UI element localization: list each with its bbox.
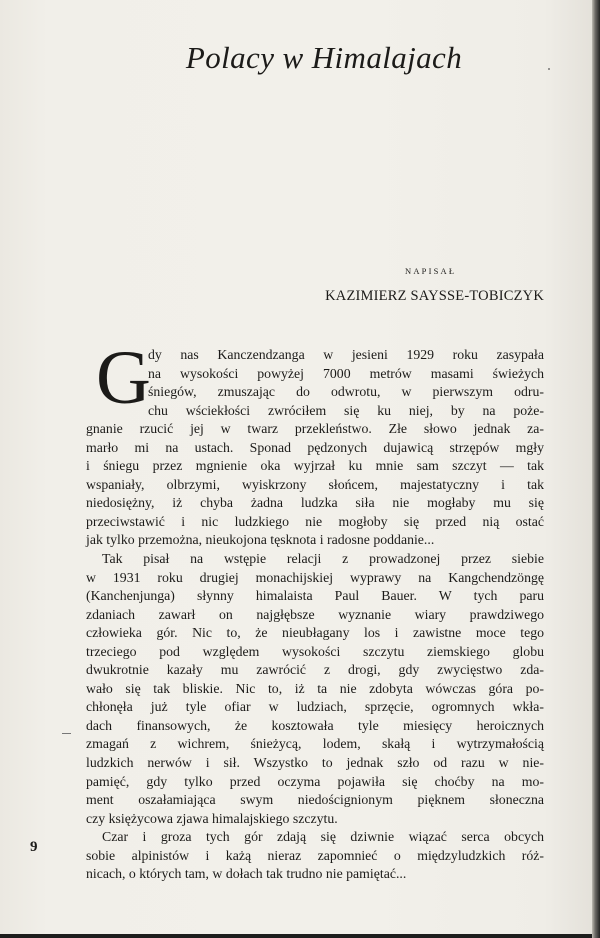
text-line: dach finansowych, że kosztowała tyle miesięcy heroicznych: [86, 717, 544, 733]
text-line: zdaniach zawarł on najgłębsze wyznanie wiary prawdziwego: [86, 606, 544, 622]
page-number: 9: [30, 839, 38, 855]
text-line: niedosiężny, iż chyba żadna ludzka siła nie mogłaby mu się: [86, 495, 544, 511]
text-line: ment oszałamiająca swym niedoścignionym pięknem słoneczna: [86, 792, 544, 808]
paper-speck: [548, 68, 550, 70]
text-line: (Kanchenjunga) słynny himalaista Paul Bauer. W tych paru: [86, 588, 544, 604]
text-line: nicach, o których tam, w dołach tak trudno nie pamiętać...: [86, 866, 407, 882]
text-line: sobie alpinistów i każą nieraz zapomnieć o międzyludzkich róż-: [86, 847, 544, 863]
margin-mark: [62, 733, 71, 734]
text-line: Tak pisał na wstępie relacji z prowadzonej przez siebie: [102, 551, 544, 567]
text-line: marło mi na ustach. Sponad pędzonych dujawicą strzępów mgły: [86, 439, 544, 455]
drop-cap: G: [96, 336, 151, 420]
text-line: trzeciego pod względem wysokości szczytu ziemskiego globu: [86, 643, 544, 659]
text-line: dy nas Kanczendzanga w jesieni 1929 roku zasypała: [148, 347, 544, 362]
text-line: wało się tak bliskie. Nic to, iż ta nie zdobyta wówczas góra po-: [86, 680, 544, 696]
text-line: w 1931 roku drugiej monachijskiej wyprawy na Kangchendzöngę: [86, 569, 544, 585]
text-line: jak tylko przemożna, nieukojona tęsknota i radosne poddanie...: [86, 532, 435, 548]
article-title: Polacy w Himalajach: [185, 40, 463, 75]
text-line: chłonęła już tyle ofiar w ludziach, sprzęcie, ogromnych wkła-: [86, 699, 544, 715]
text-line: śniegów, zmuszając do odwrotu, w pierwszym odru-: [148, 384, 544, 400]
author-name: KAZIMIERZ SAYSSE-TOBICZYK: [325, 288, 544, 304]
text-line: chu wściekłości zwróciłem się ku niej, by na poże-: [148, 402, 544, 418]
text-line: na wysokości powyżej 7000 metrów masami świeżych: [148, 365, 544, 381]
text-line: pamięć, gdy tylko przed oczyma pojawiła się choćby na mo-: [86, 773, 544, 789]
text-line: przeciwstawić i nic ludzkiego nie mogłoby się przed nią ostać: [86, 513, 544, 529]
text-line: czy księżycowa zjawa himalajskiego szczytu.: [86, 810, 338, 826]
text-line: zmagań z wichrem, śnieżycą, lodem, skałą i wytrzymałością: [86, 736, 544, 752]
page-edge-shadow: [592, 0, 600, 938]
body-text: [86, 336, 544, 884]
text-line: ludzkich nerwów i sił. Wszystko to jednak szło od razu w nie-: [86, 755, 544, 771]
text-line: wspaniały, olbrzymi, wyiskrzony słońcem, majestatyczny i tak: [86, 476, 544, 492]
text-line: gnanie rzucić jej w twarz przekleństwo. Złe słowo jednak za-: [86, 421, 544, 437]
text-line: człowieka gór. Nic to, że nieubłagany los i zawistne moce tego: [86, 625, 544, 641]
text-line: i śniegu przez mgnienie oka wyjrzał ku mnie sam szczyt — tak: [86, 458, 544, 474]
text-line: Czar i groza tych gór zdają się dziwnie wiązać serca obcych: [102, 829, 544, 845]
byline-label: NAPISAŁ: [405, 266, 457, 276]
text-line: dwukrotnie kazały mu zawrócić z drogi, gdy zwycięstwo zda-: [86, 662, 544, 678]
